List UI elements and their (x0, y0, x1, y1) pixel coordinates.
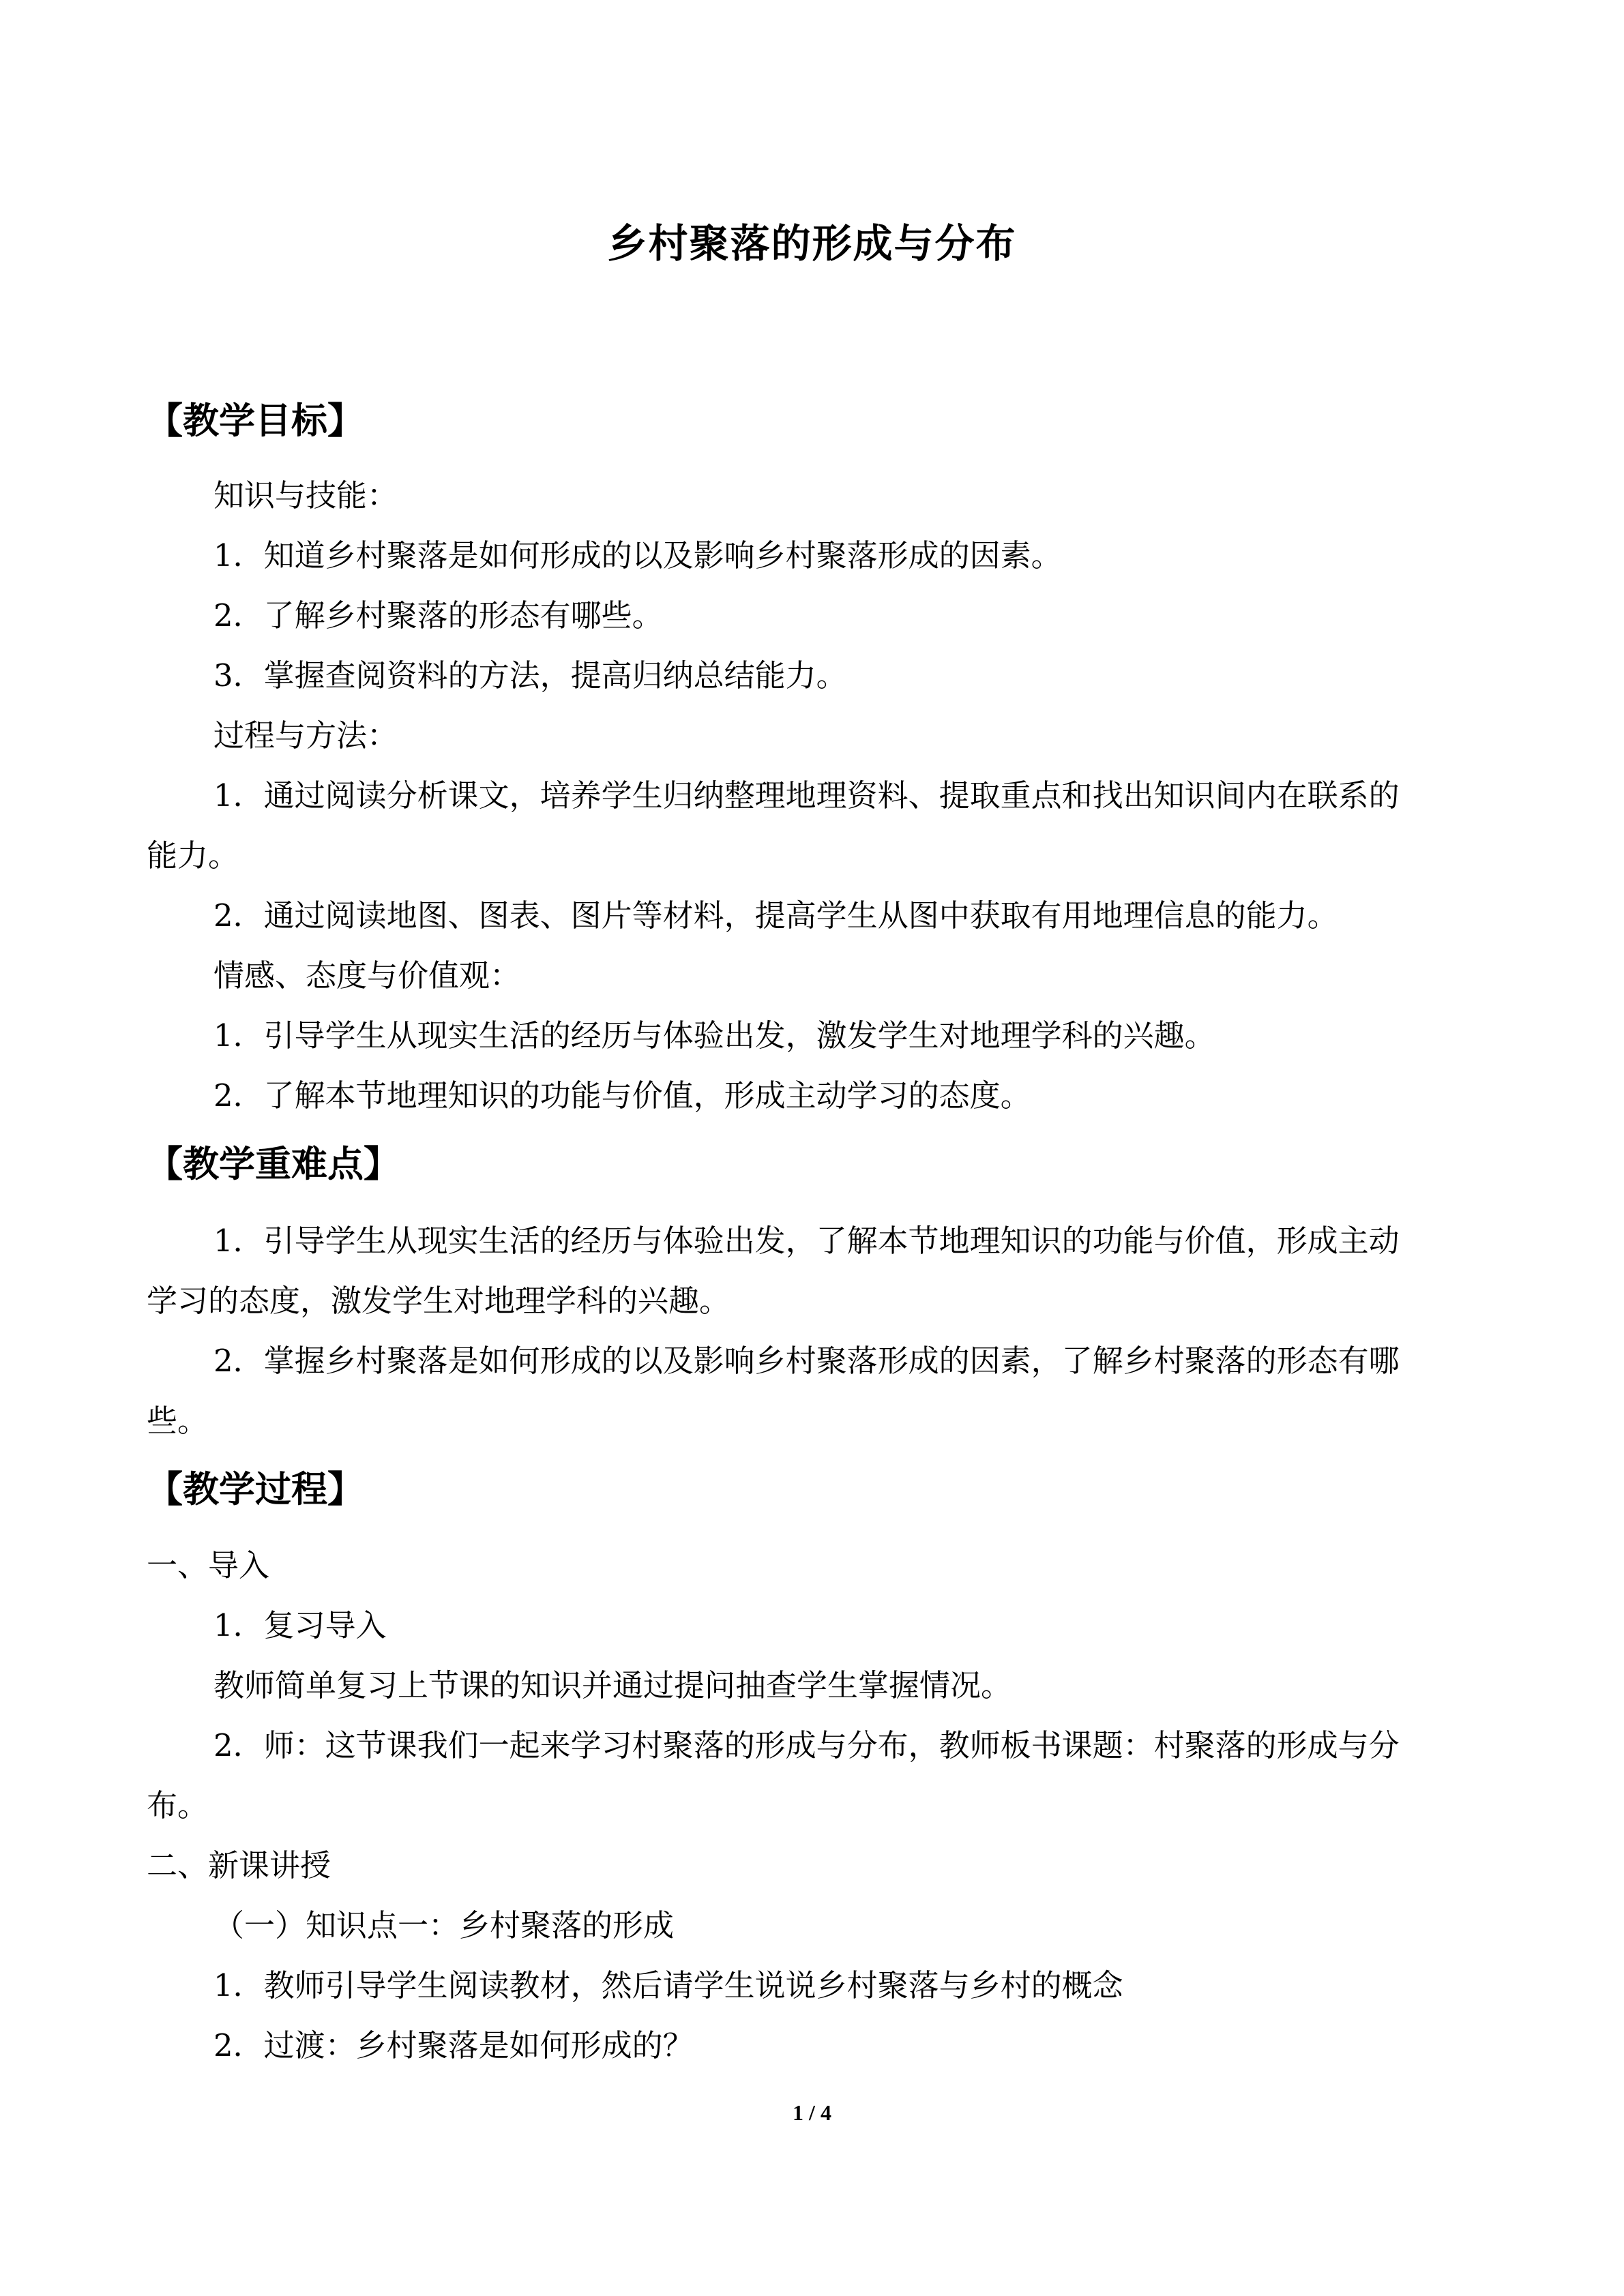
knowledge-point-item: 1．教师引导学生阅读教材，然后请学生说说乡村聚落与乡村的概念 (213, 1967, 1123, 2003)
page-number: 1 / 4 (793, 2100, 831, 2125)
process-step: 2．师：这节课我们一起来学习村聚落的形成与分布，教师板书课题：村聚落的形成与分 (213, 1727, 1400, 1763)
section-heading-objectives: 【教学目标】 (147, 400, 364, 442)
process-step: 布。 (147, 1787, 209, 1823)
knowledge-item: 3．掌握查阅资料的方法，提高归纳总结能力。 (213, 657, 847, 694)
knowledge-item: 1．知道乡村聚落是如何形成的以及影响乡村聚落形成的因素。 (213, 537, 1062, 573)
key-point-line: 些。 (147, 1403, 209, 1439)
process-item-line: 能力。 (147, 837, 239, 874)
emotion-label: 情感、态度与价值观： (213, 957, 521, 994)
process-step: 1．复习导入 (213, 1607, 387, 1643)
document-title: 乡村聚落的形成与分布 (607, 220, 1017, 267)
process-step-desc: 教师简单复习上节课的知识并通过提问抽查学生掌握情况。 (213, 1667, 1012, 1703)
knowledge-label: 知识与技能： (213, 477, 398, 513)
knowledge-point-item: 2．过渡：乡村聚落是如何形成的？ (213, 2027, 694, 2063)
process-item-line: 2．通过阅读地图、图表、图片等材料，提高学生从图中获取有用地理信息的能力。 (213, 897, 1338, 934)
key-point-line: 学习的态度，激发学生对地理学科的兴趣。 (147, 1283, 730, 1319)
process-part-heading: 二、新课讲授 (147, 1847, 331, 1883)
key-point-line: 1．引导学生从现实生活的经历与体验出发，了解本节地理知识的功能与价值，形成主动 (213, 1223, 1400, 1259)
key-point-line: 2．掌握乡村聚落是如何形成的以及影响乡村聚落形成的因素，了解乡村聚落的形态有哪 (213, 1343, 1400, 1379)
process-part-heading: 一、导入 (147, 1547, 270, 1583)
section-heading-key-points: 【教学重难点】 (147, 1143, 400, 1185)
emotion-item: 2．了解本节地理知识的功能与价值，形成主动学习的态度。 (213, 1077, 1031, 1114)
process-item-line: 1．通过阅读分析课文，培养学生归纳整理地理资料、提取重点和找出知识间内在联系的 (213, 777, 1400, 814)
process-label: 过程与方法： (213, 717, 398, 754)
knowledge-item: 2．了解乡村聚落的形态有哪些。 (213, 597, 663, 633)
emotion-item: 1．引导学生从现实生活的经历与体验出发，激发学生对地理学科的兴趣。 (213, 1017, 1215, 1054)
section-heading-process: 【教学过程】 (147, 1468, 364, 1510)
knowledge-point-heading: （一）知识点一：乡村聚落的形成 (213, 1907, 675, 1943)
